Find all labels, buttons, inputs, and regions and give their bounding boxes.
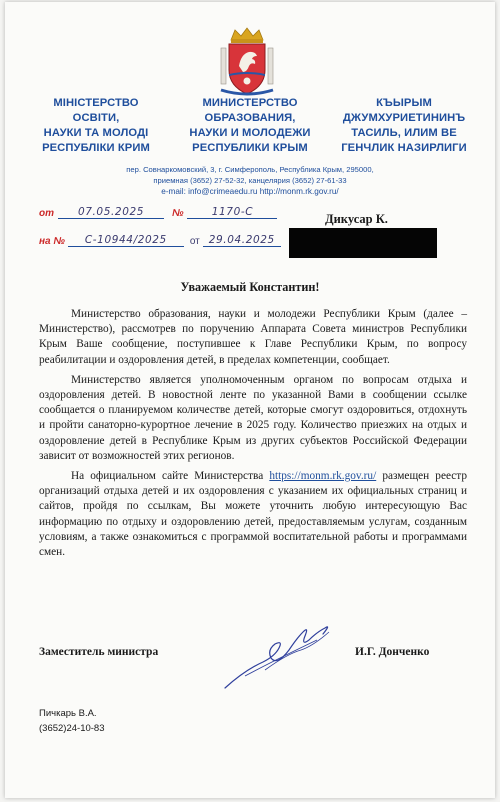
- ministry-email: e-mail: info@crimeaedu.ru http://monm.rk.gov.ru/: [161, 187, 339, 196]
- header-russian: МИНИСТЕРСТВО ОБРАЗОВАНИЯ, НАУКИ И МОЛОДЕЖИ РЕСПУБЛИКИ КРЫМ: [189, 97, 311, 154]
- reply-date: 29.04.2025: [203, 234, 281, 247]
- redaction-block: [289, 228, 437, 258]
- greeting: Уважаемый Константин!: [180, 280, 320, 294]
- signatory-title: Заместитель министра: [39, 646, 159, 658]
- ministry-phones: приемная (3652) 27-52-32, канцелярия (3652) 27-61-33: [153, 176, 347, 185]
- executor-name: Пичкарь В.А.: [39, 708, 97, 719]
- executor-info: [39, 706, 105, 736]
- reply-number: С-10944/2025: [68, 234, 184, 247]
- letter-page: [5, 2, 495, 798]
- incoming-reference: [39, 234, 281, 247]
- outgoing-number: 1170-С: [187, 206, 277, 219]
- from-label: от: [39, 208, 54, 219]
- ministry-website-link[interactable]: https://monm.rk.gov.ru/: [269, 470, 377, 483]
- header-ukrainian: МІНІСТЕРСТВО ОСВІТИ, НАУКИ ТА МОЛОДІ РЕСПУБЛІКИ КРИМ: [42, 97, 150, 154]
- outgoing-date: 07.05.2025: [58, 206, 164, 219]
- paragraph-1: Министерство образования, науки и молодежи Республики Крым (далее – Министерство), рассмотрев по поручению Аппарата Совета министров Республики Крым Ваше сообщение, поступившее к Главе Республики Крым, по вопросу реабилитации и оздоровления детей, в пределах компетенции, сообщает.: [39, 308, 467, 366]
- ministry-address: пер. Совнаркомовский, 3, г. Симферополь, Республика Крым, 295000,: [126, 165, 374, 174]
- paragraph-2: Министерство является уполномоченным органом по вопросам отдыха и оздоровления детей. В новостной ленте по указанной Вами в сообщении ссылке сообщается о планируемом количестве детей, которые смогут оздоровиться, отдохнуть и пройти санаторно-курортное лечение в 2025 году. Количество приезжих на отдых и оздоровление детей в Республике Крым из других субъектов Российской Федерации зависит от возможностей этих регионов.: [39, 373, 467, 462]
- outgoing-registration: [39, 206, 277, 219]
- addressee: Дикусар К.: [325, 212, 388, 226]
- executor-phone: (3652)24-10-83: [39, 723, 105, 734]
- ministry-header: [21, 96, 479, 156]
- header-crimean-tatar: КЪЫРЫМ ДЖУМХУРИЕТИНИНЪ ТАСИЛЬ, ИЛИМ ВЕ ГЕНЧЛИК НАЗИРЛИГИ: [341, 97, 467, 154]
- reply-date-label: от: [189, 236, 200, 247]
- in-reply-label: на №: [39, 236, 65, 247]
- number-label: №: [172, 208, 184, 219]
- letter-body: [39, 307, 467, 565]
- crimea-coat-of-arms-icon: [219, 26, 275, 96]
- ministry-contacts: [5, 164, 495, 197]
- signatory-name: И.Г. Донченко: [355, 646, 430, 658]
- paragraph-3: На официальном сайте Министерства https://monm.rk.gov.ru/ размещен реестр организаций отдыха детей и их оздоровления с указанием их официальных страниц и сайтов, пройдя по ссылкам, Вы можете уточнить любую интересующую Вас информацию по отдыху и оздоровлению детей, предоставляемым услугам, созданным условиям, а также ознакомиться с программой воспитательной работы и программами смен.: [39, 470, 467, 559]
- handwritten-signature: [205, 610, 345, 700]
